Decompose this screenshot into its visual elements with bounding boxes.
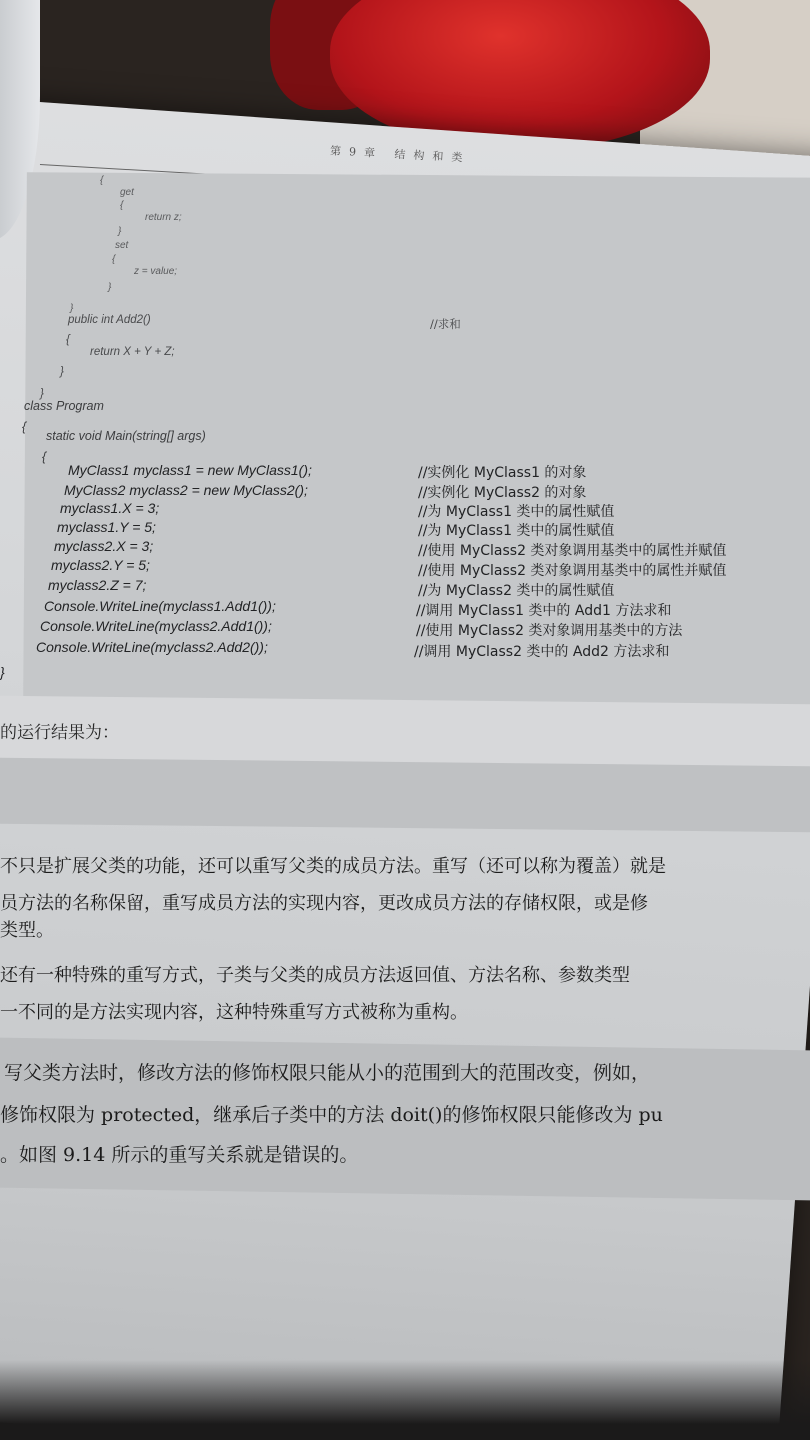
note-line: 修饰权限为 protected，继承后子类中的方法 doit()的修饰权限只能修改为 pu [0,1104,663,1126]
code-line: { [22,420,27,434]
paragraph-line: 不只是扩展父类的功能，还可以重写父类的成员方法。重写（还可以称为覆盖）就是 [0,856,666,877]
code-line: { [66,334,70,346]
code-line: static void Main(string[] args) [46,429,206,443]
bottom-shadow [0,1360,810,1440]
code-comment: //调用 MyClass2 类中的 Add2 方法求和 [414,644,670,660]
code-line: MyClass1 myclass1 = new MyClass1(); [68,462,312,478]
code-comment: //为 MyClass1 类中的属性赋值 [418,504,615,520]
code-comment: //为 MyClass2 类中的属性赋值 [418,583,615,599]
code-comment: //使用 MyClass2 类对象调用基类中的属性并赋值 [418,563,727,579]
code-line: get [120,187,134,198]
code-line: myclass1.Y = 5; [57,519,156,535]
code-comment: //为 MyClass1 类中的属性赋值 [418,523,615,539]
paragraph-line: 员方法的名称保留，重写成员方法的实现内容，更改成员方法的存储权限，或是修 [0,893,648,914]
code-line: Console.WriteLine(myclass2.Add2()); [36,639,268,655]
code-line: Console.WriteLine(myclass1.Add1()); [44,598,276,614]
code-line: myclass1.X = 3; [60,500,160,516]
result-label: 的运行结果为： [0,723,119,743]
code-line: { [112,254,116,265]
code-line: myclass2.X = 3; [54,538,154,554]
chapter-header: 第9章 结构和类 [329,144,471,165]
code-line: set [115,240,129,251]
paragraph-line: 一不同的是方法实现内容，这种特殊重写方式被称为重构。 [0,1002,468,1023]
code-line: } [60,366,64,378]
code-line: class Program [24,399,104,413]
code-comment: //调用 MyClass1 类中的 Add1 方法求和 [416,603,672,619]
code-line: } [40,388,44,400]
result-label-band [0,696,810,769]
code-line: z = value; [134,266,178,277]
code-comment: //使用 MyClass2 类对象调用基类中的属性并赋值 [418,543,727,559]
code-line: } [70,303,74,314]
note-line: 写父类方法时，修改方法的修饰权限只能从小的范围到大的范围改变，例如， [4,1062,651,1084]
note-line: 。如图 9.14 所示的重写关系就是错误的。 [0,1144,359,1166]
result-output-box [0,758,810,833]
code-comment: //使用 MyClass2 类对象调用基类中的方法 [416,623,683,639]
code-line: { [42,450,47,464]
code-line: myclass2.Y = 5; [51,557,150,573]
code-line: { [100,175,104,186]
code-line: Console.WriteLine(myclass2.Add1()); [40,618,272,634]
code-comment: //实例化 MyClass2 的对象 [418,485,587,501]
code-comment: //实例化 MyClass1 的对象 [418,465,587,481]
code-line: return X + Y + Z; [90,346,175,358]
paragraph-line: 还有一种特殊的重写方式，子类与父类的成员方法返回值、方法名称、参数类型 [0,965,630,986]
code-line: } [118,226,122,237]
paragraph-line: 类型。 [0,920,54,941]
code-line: } [0,664,5,680]
code-line: { [120,200,124,211]
code-line: MyClass2 myclass2 = new MyClass2(); [64,482,308,498]
code-comment: //求和 [430,317,461,331]
code-line: myclass2.Z = 7; [48,577,147,593]
code-line: public int Add2() [68,314,151,326]
code-line: } [108,282,112,293]
code-line: return z; [145,212,182,223]
